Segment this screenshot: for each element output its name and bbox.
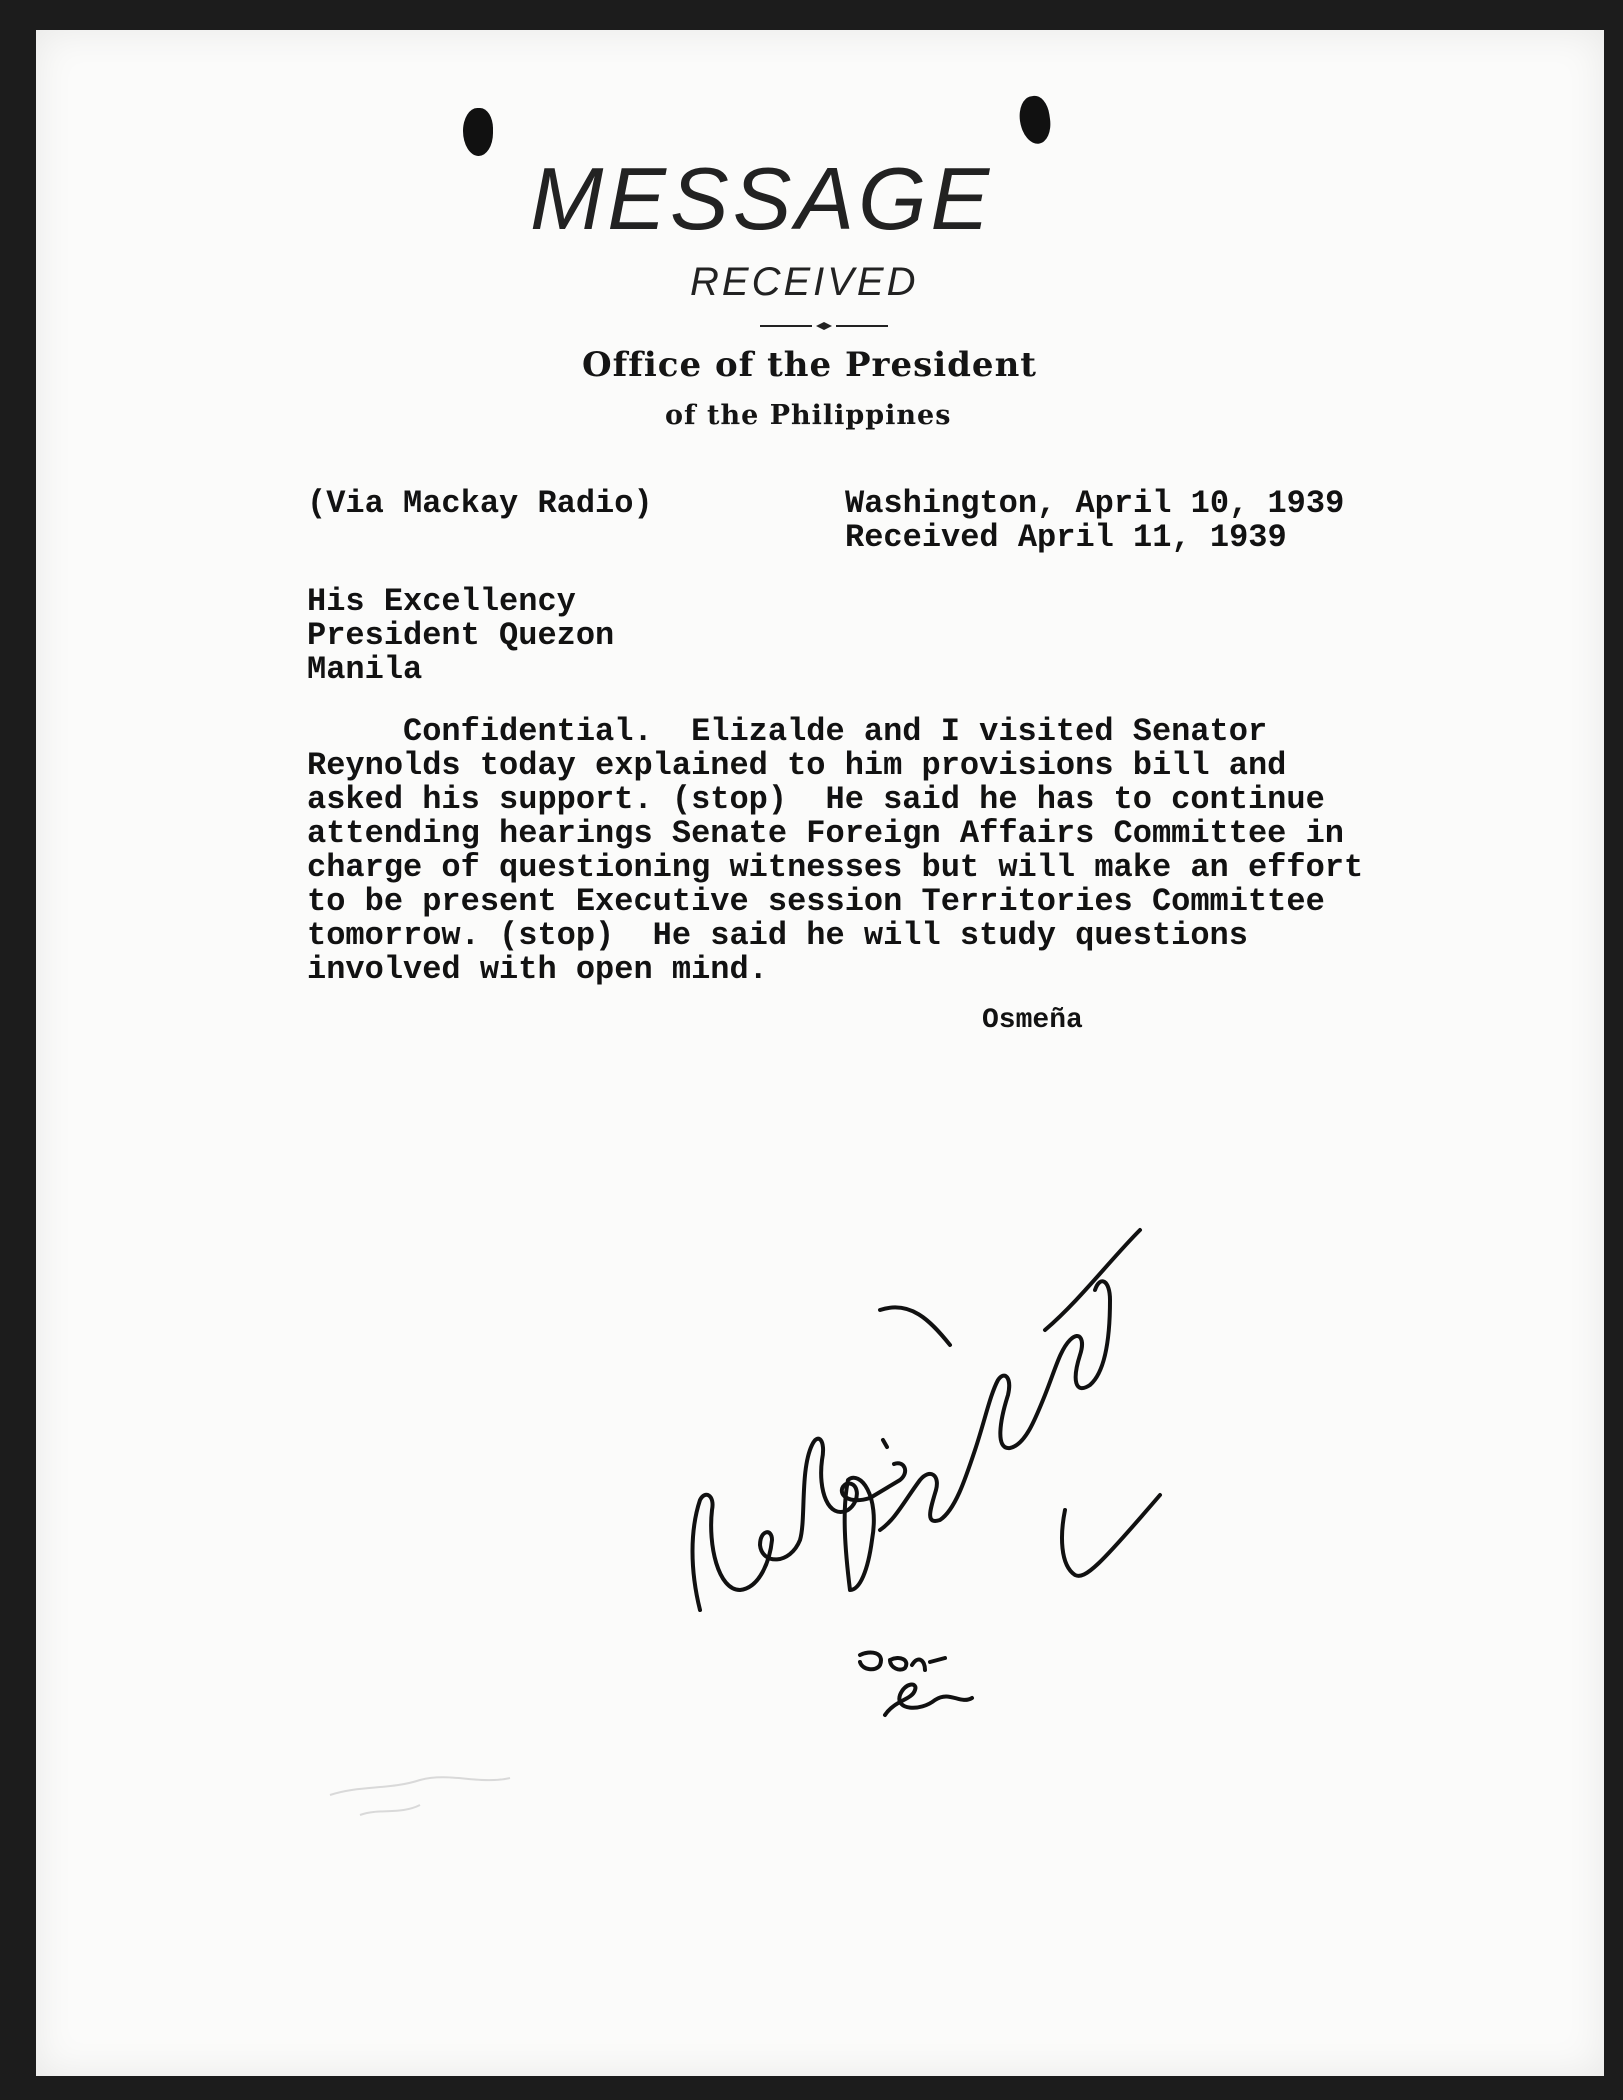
body-line: to be present Executive session Territories Committee [307,883,1325,920]
body-line: attending hearings Senate Foreign Affairs Committee in [307,815,1344,852]
received-date: Received April 11, 1939 [845,519,1287,556]
signature-typed: Osmeña [982,1005,1083,1036]
dateline: Washington, April 10, 1939 [845,485,1345,522]
body-line: charge of questioning witnesses but will make an effort [307,849,1364,886]
message-sheet [36,30,1604,2076]
punch-hole-left [463,108,493,156]
body-line: tomorrow. (stop) He said he will study questions [307,917,1248,954]
letterhead-subtitle: RECEIVED [690,260,919,304]
letterhead-country: of the Philippines [665,400,952,431]
body-line: involved with open mind. [307,951,768,988]
body-line: Reynolds today explained to him provisions bill and [307,747,1287,784]
ornament-divider [760,322,888,330]
letterhead-title: MESSAGE [530,149,994,248]
addressee-line: Manila [307,651,423,688]
addressee-line: President Quezon [307,617,615,654]
body-line: Confidential. Elizalde and I visited Senator [307,713,1268,750]
body-line: asked his support. (stop) He said he has to continue [307,781,1325,818]
letterhead-office: Office of the President [582,345,1037,385]
addressee-block [307,585,614,687]
transmission-route: (Via Mackay Radio) [307,485,653,522]
addressee-line: His Excellency [307,583,576,620]
message-body [307,715,1363,987]
